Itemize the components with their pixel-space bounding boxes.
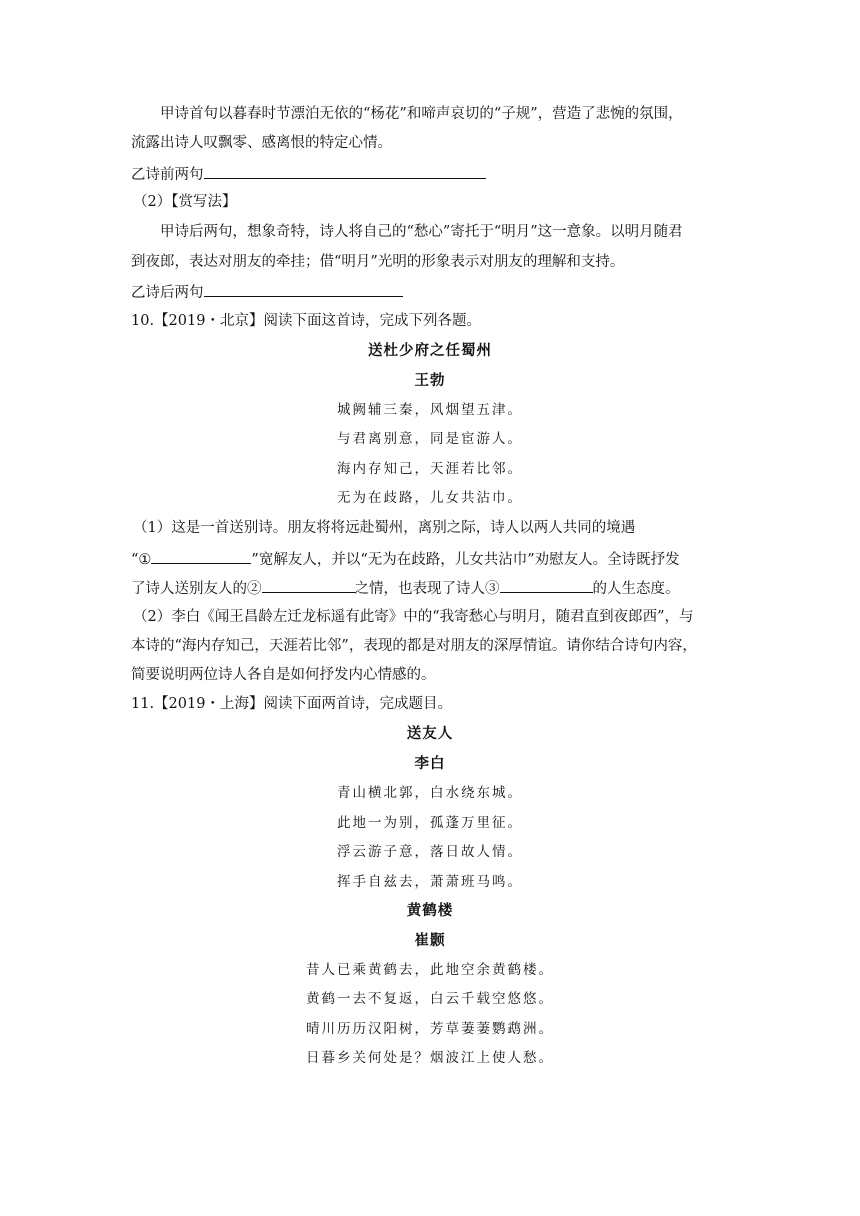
text-fragment: 的人生态度。 (592, 581, 680, 597)
answer-blank[interactable] (204, 163, 486, 179)
paragraph-line: 甲诗首句以暮春时节漂泊无依的“杨花”和啼声哀切的“子规”，营造了悲惋的氛围， (160, 106, 683, 122)
poem-verse: 此地一为别，孤蓬万里征。 (337, 815, 523, 831)
text-fragment: 之情，也表现了诗人③ (354, 581, 500, 597)
poem-verse: 黄鹤一去不复返，白云千载空悠悠。 (306, 991, 554, 1007)
poem-author: 李白 (414, 755, 446, 772)
poem-verse: 无为在歧路，儿女共沾巾。 (337, 490, 523, 506)
poem-verse: 海内存知己，天涯若比邻。 (337, 461, 523, 477)
poem-verse: 晴川历历汉阳树，芳草萋萋鹦鹉洲。 (306, 1021, 554, 1037)
answer-line (131, 163, 731, 185)
sub-question-line: 本诗的“海内存知己，天涯若比邻”，表现的都是对朋友的深厚情谊。请你结合诗句内容， (131, 638, 697, 654)
answer-blank[interactable] (204, 281, 403, 297)
poem-author: 崔颢 (414, 932, 446, 949)
poem-title: 黄鹤楼 (406, 902, 454, 919)
paragraph-line: 甲诗后两句，想象奇特，诗人将自己的“愁心”寄托于“明月”这一意象。以明月随君 (160, 224, 683, 240)
text-fragment: “① (131, 552, 152, 568)
poem-verse: 昔人已乘黄鹤去，此地空余黄鹤楼。 (306, 962, 554, 978)
answer-blank-3[interactable] (500, 577, 593, 593)
sub-question-line (131, 577, 731, 599)
text-fragment: ”宽解友人，并以“无为在歧路，儿女共沾巾”劝慰友人。全诗既抒发 (251, 552, 680, 568)
paragraph-line: 到夜郎，表达对朋友的牵挂；借“明月”光明的形象表示对朋友的理解和支持。 (131, 254, 625, 270)
text-fragment: 了诗人送别友人的② (131, 581, 262, 597)
poem-verse: 挥手自兹去，萧萧班马鸣。 (337, 874, 523, 890)
answer-blank-2[interactable] (262, 577, 355, 593)
poem-verse: 浮云游子意，落日故人情。 (337, 844, 523, 860)
poem-title: 送友人 (406, 725, 454, 742)
question-heading: 11.【2019・上海】阅读下面两首诗，完成题目。 (131, 696, 452, 712)
sub-question-label: （2）【赏写法】 (133, 194, 237, 210)
paragraph-line: 流露出诗人叹飘零、感离恨的特定心情。 (131, 135, 392, 151)
poem-author: 王勃 (414, 372, 446, 389)
poem-verse: 与君离别意，同是宦游人。 (337, 431, 523, 447)
poem-verse: 青山横北郭，白水绕东城。 (337, 785, 523, 801)
answer-line (131, 281, 731, 303)
sub-question-line: 简要说明两位诗人各自是如何抒发内心情感的。 (131, 667, 436, 683)
question-heading: 10.【2019・北京】阅读下面这首诗，完成下列各题。 (131, 313, 481, 329)
sub-question-line (131, 548, 731, 570)
sub-question-line: （1）这是一首送别诗。朋友将将远赴蜀州，离别之际，诗人以两人共同的境遇 (133, 520, 636, 536)
poem-verse: 日暮乡关何处是？烟波江上使人愁。 (306, 1050, 554, 1066)
sub-question-line: （2）李白《闻王昌龄左迁龙标遥有此寄》中的“我寄愁心与明月，随君直到夜郎西”，与 (133, 609, 694, 625)
poem-title: 送杜少府之任蜀州 (368, 342, 492, 359)
poem-verse: 城阙辅三秦，风烟望五津。 (337, 402, 523, 418)
answer-blank-1[interactable] (151, 548, 251, 564)
prompt-text: 乙诗后两句 (131, 285, 204, 301)
prompt-text: 乙诗前两句 (131, 167, 204, 183)
